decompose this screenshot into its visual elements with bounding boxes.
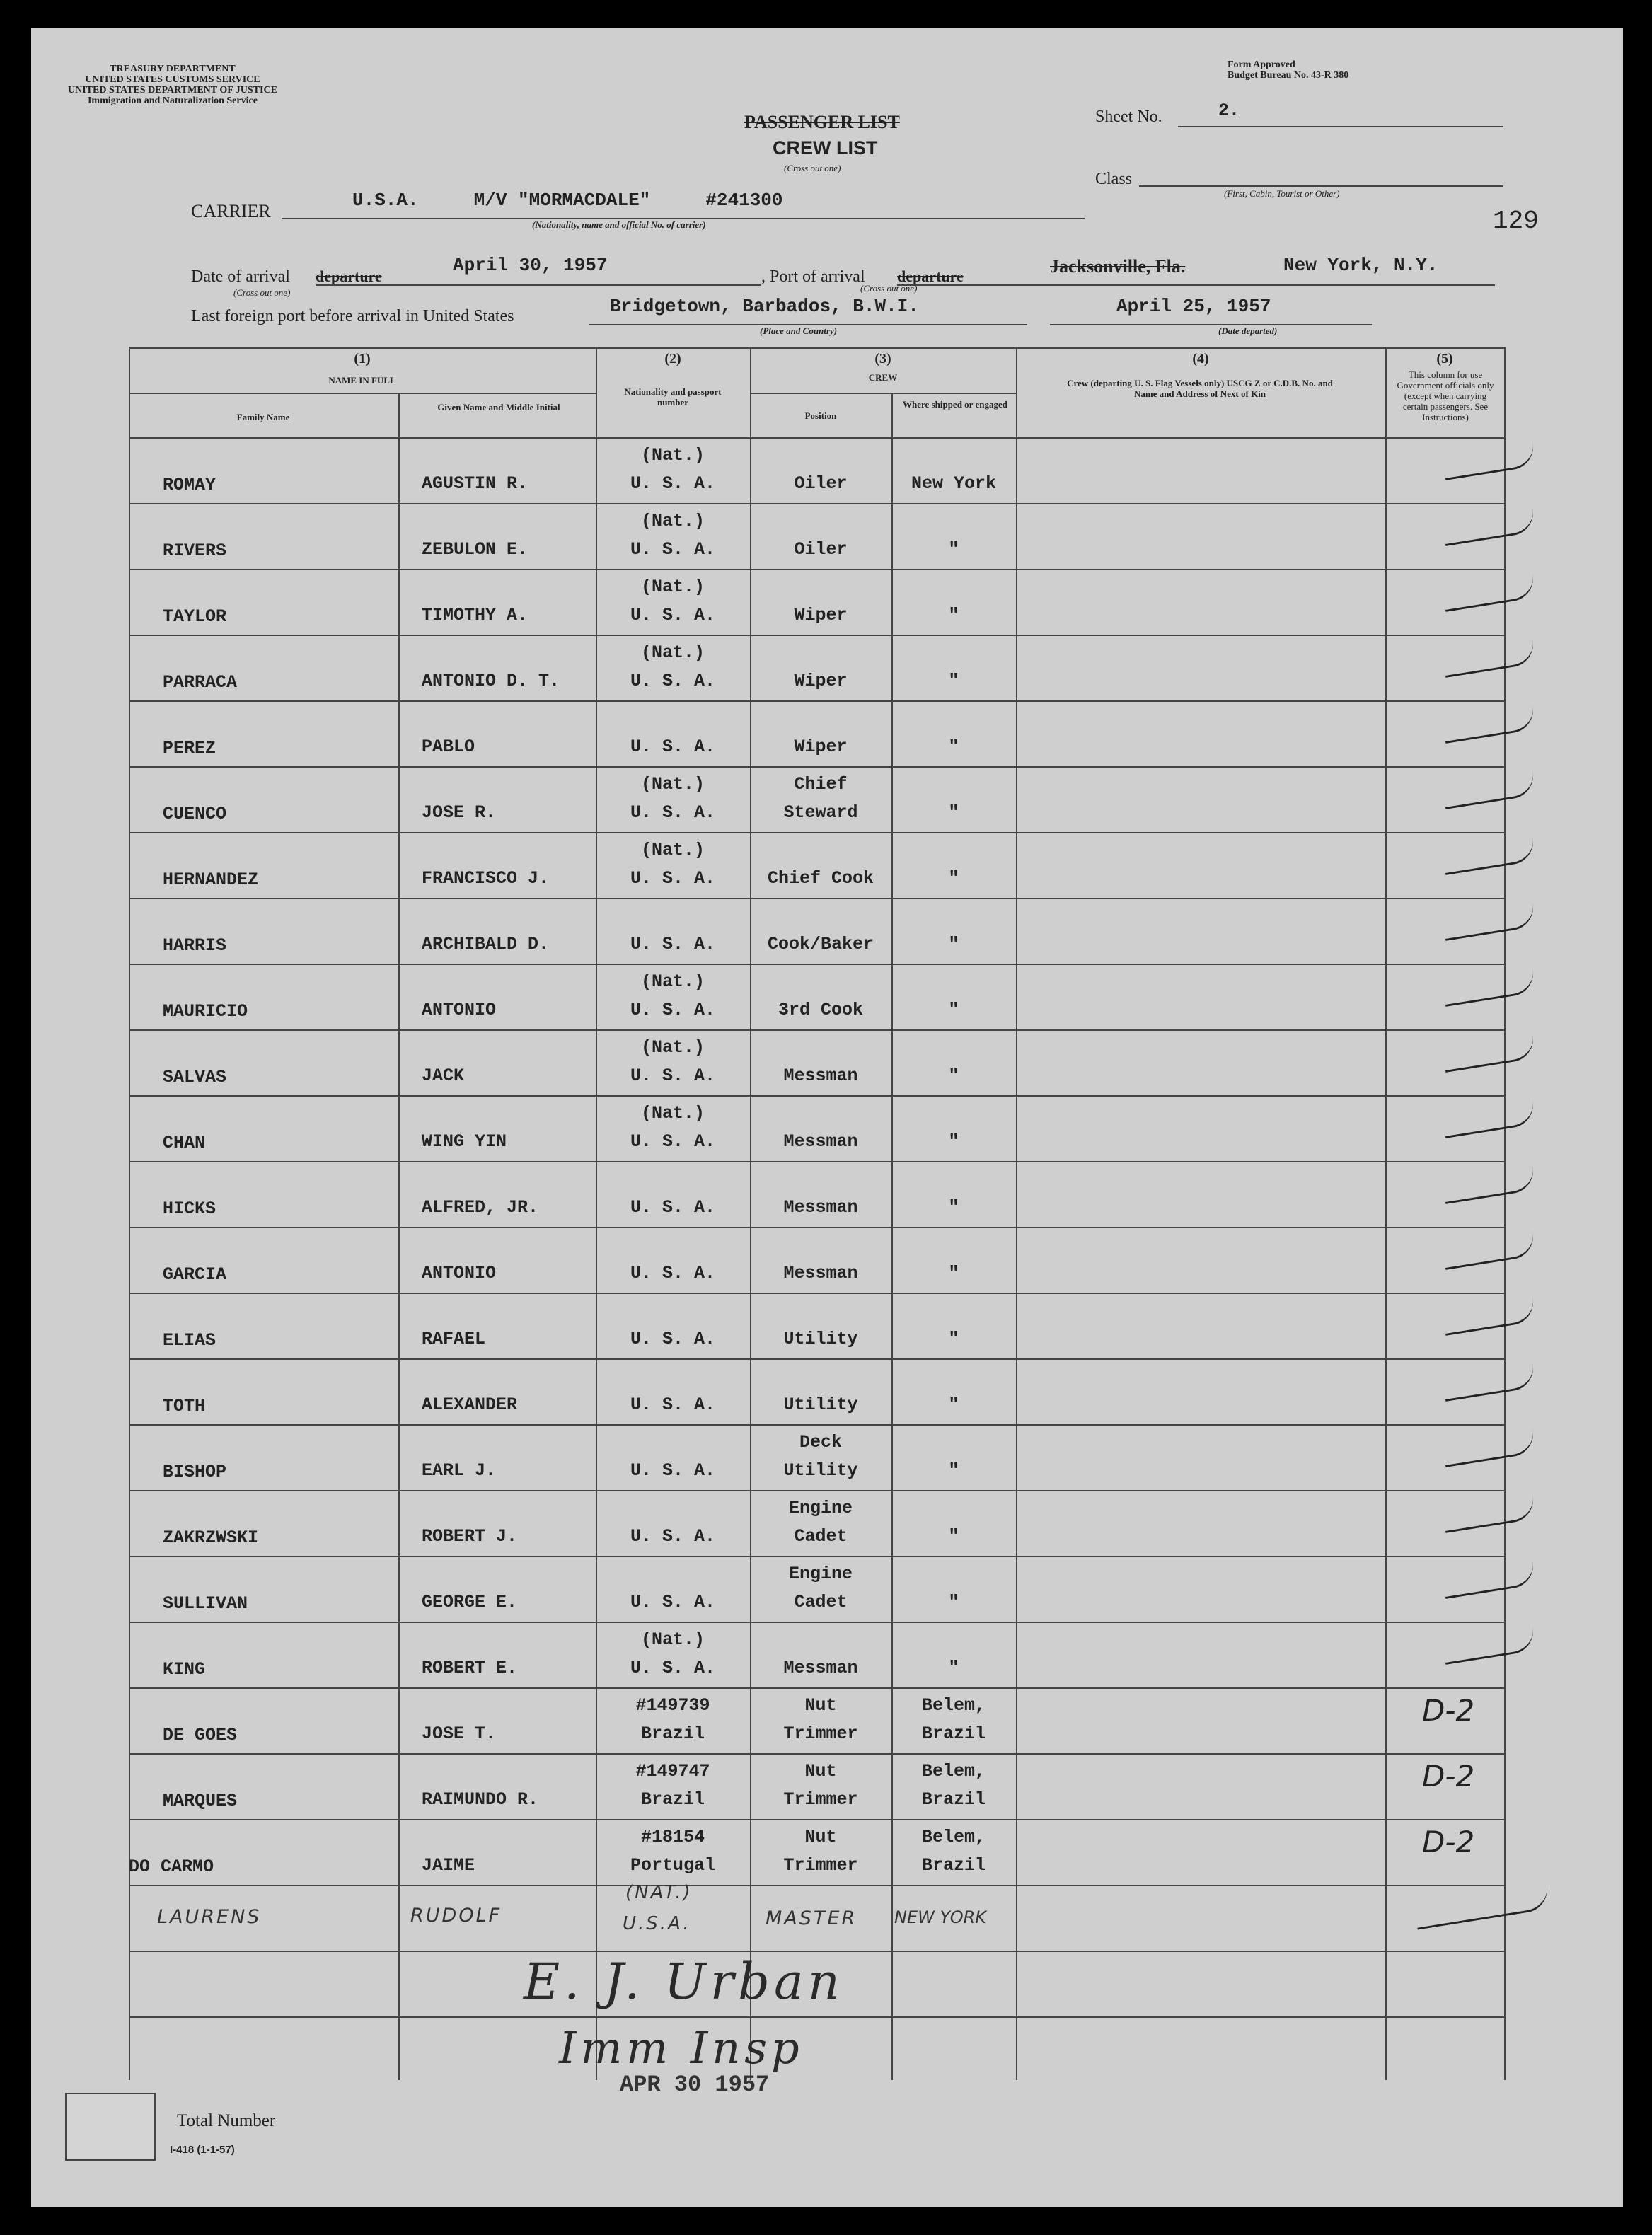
family-name-cell: ZAKRZWSKI (163, 1527, 259, 1548)
row-divider (129, 1095, 1504, 1097)
col-border-family (398, 393, 400, 2080)
row-divider (129, 700, 1504, 702)
carrier-note: (Nationality, name and official No. of carrier) (532, 219, 706, 230)
dept-line-1: TREASURY DEPARTMENT (110, 64, 236, 74)
row-divider (129, 1293, 1504, 1294)
col3-number: (3) (874, 351, 891, 366)
form-approved-line-1: Form Approved (1228, 59, 1295, 70)
row-divider (129, 1490, 1504, 1491)
title-struck: PASSENGER LIST (744, 112, 900, 132)
nationality-line-1: #149739 (635, 1695, 710, 1716)
shipped-line-2: " (948, 1394, 959, 1415)
page-title: CREW LIST (773, 137, 878, 158)
shipped-line-2: " (948, 1658, 959, 1678)
position-line-2: Cadet (794, 1526, 848, 1547)
col-border-5 (1504, 347, 1506, 2080)
last-port-value: Bridgetown, Barbados, B.W.I. (610, 296, 919, 317)
row-divider (129, 832, 1504, 833)
given-name-cell: RAIMUNDO R. (422, 1789, 539, 1810)
family-name-cell: MARQUES (163, 1791, 238, 1811)
departed-date: April 25, 1957 (1116, 296, 1271, 317)
nationality-line-2: U. S. A. (630, 1329, 716, 1349)
shipped-line-2: " (948, 1065, 959, 1086)
shipped-line-2: " (948, 1460, 959, 1481)
position-line-2: Wiper (794, 605, 848, 625)
port-line (897, 284, 1495, 286)
given-name-cell: ROBERT J. (422, 1526, 518, 1547)
family-name-cell: CHAN (163, 1133, 206, 1153)
row-divider (129, 964, 1504, 965)
position-line-2: 3rd Cook (778, 1000, 864, 1020)
position-line-1: Engine (788, 1498, 853, 1518)
row-divider (129, 2016, 1504, 2018)
row-divider (129, 1161, 1504, 1162)
nationality-line-2: U. S. A. (630, 1197, 716, 1218)
col4-title: Crew (departing U. S. Flag Vessels only) USCG Z or C.D.B. No. and Name and Address of Next of Kin (1067, 378, 1333, 399)
sheet-label: Sheet No. (1095, 108, 1162, 126)
position-line-2: Trimmer (783, 1789, 858, 1810)
nationality-line-2: U. S. A. (630, 934, 716, 954)
family-name-header: Family Name (236, 412, 290, 422)
given-name-cell: GEORGE E. (422, 1592, 518, 1612)
given-name-cell: ROBERT E. (422, 1658, 518, 1678)
family-name-cell: MAURICIO (163, 1001, 248, 1022)
position-line-1: Nut (804, 1827, 837, 1847)
col1-number: (1) (354, 351, 371, 366)
arrival-date: April 30, 1957 (453, 255, 608, 276)
sheet-number: 2. (1218, 100, 1240, 121)
nationality-line-1: (Nat.) (640, 1629, 705, 1650)
family-name-cell: TAYLOR (163, 606, 227, 627)
given-name-cell: ZEBULON E. (422, 539, 528, 560)
port-struck-word: departure (897, 267, 964, 285)
position-line-2: Steward (783, 802, 858, 823)
nationality-line-2: U. S. A. (630, 1394, 716, 1415)
given-name-cell: EARL J. (422, 1460, 497, 1481)
family-name-cell: SALVAS (163, 1067, 227, 1087)
nationality-line-2: U. S. A. (630, 539, 716, 560)
shipped-line-2: " (948, 671, 959, 691)
position-line-2: Utility (783, 1329, 858, 1349)
form-approved-line-2: Budget Bureau No. 43-R 380 (1228, 70, 1349, 81)
port-struck-place: Jacksonville, Fla. (1050, 256, 1186, 277)
given-name-cell: PABLO (422, 737, 475, 757)
nationality-line-1: (Nat.) (640, 642, 705, 663)
shipped-line-2: " (948, 868, 959, 889)
nationality-line-1: (Nat.) (640, 445, 705, 466)
sheet-line (1178, 126, 1503, 127)
position-line-2: Oiler (794, 539, 848, 560)
shipped-line-2: " (948, 802, 959, 823)
shipped-line-1: Belem, (921, 1695, 986, 1716)
nationality-line-2: U. S. A. (630, 1526, 716, 1547)
position-line-2: Chief Cook (767, 868, 874, 889)
row-divider (129, 635, 1504, 636)
col1-title: NAME IN FULL (328, 375, 396, 386)
nationality-line-2: U. S. A. (630, 1131, 716, 1152)
carrier-label: CARRIER (191, 201, 271, 221)
shipped-line-2: Brazil (921, 1789, 986, 1810)
given-name-cell: JOSE T. (422, 1723, 497, 1744)
given-name-cell: JACK (422, 1065, 465, 1086)
position-line-2: Wiper (794, 737, 848, 757)
official-mark: D-2 (1422, 1825, 1475, 1859)
nationality-line-2: U. S. A. (630, 802, 716, 823)
nationality-line-1: (Nat.) (640, 971, 705, 992)
given-name-cell: WING YIN (422, 1131, 507, 1152)
master-position: MASTER (766, 1907, 857, 1929)
position-line-2: Messman (783, 1658, 858, 1678)
position-line-2: Messman (783, 1263, 858, 1283)
nationality-line-1: (Nat.) (640, 840, 705, 860)
position-line-2: Cadet (794, 1592, 848, 1612)
arrival-label: Date of arrival (191, 267, 290, 286)
name-subheader-line (129, 393, 596, 394)
port-value: New York, N.Y. (1283, 255, 1438, 276)
family-name-cell: ROMAY (163, 475, 216, 495)
row-divider (129, 766, 1504, 768)
position-line-2: Messman (783, 1131, 858, 1152)
class-line (1139, 185, 1503, 187)
col5-title: This column for use Government officials only (except when carrying certain passengers. See Instructions) (1397, 369, 1494, 422)
position-line-1: Nut (804, 1695, 837, 1716)
row-divider (129, 569, 1504, 570)
arrival-cross-out: (Cross out one) (233, 287, 291, 298)
row-divider (129, 1753, 1504, 1755)
dept-line-3: UNITED STATES DEPARTMENT OF JUSTICE (68, 85, 277, 96)
place-note: (Place and Country) (760, 325, 838, 336)
position-line-2: Messman (783, 1197, 858, 1218)
col2-number: (2) (664, 351, 681, 366)
given-name-cell: FRANCISCO J. (422, 868, 550, 889)
given-name-cell: ALEXANDER (422, 1394, 518, 1415)
position-line-2: Wiper (794, 671, 848, 691)
nationality-line-2: U. S. A. (630, 868, 716, 889)
position-line-2: Utility (783, 1460, 858, 1481)
carrier-value: U.S.A. M/V "MORMACDALE" #241300 (352, 190, 783, 211)
row-divider (129, 503, 1504, 504)
position-line-2: Messman (783, 1065, 858, 1086)
row-divider (129, 1029, 1504, 1031)
position-line-1: Deck (799, 1432, 842, 1453)
nationality-line-2: Brazil (640, 1723, 705, 1744)
row-divider (129, 1885, 1504, 1886)
family-name-cell: ELIAS (163, 1330, 216, 1351)
dept-line-2: UNITED STATES CUSTOMS SERVICE (85, 74, 260, 85)
last-port-label: Last foreign port before arrival in United States (191, 307, 514, 325)
shipped-line-2: " (948, 1592, 959, 1612)
family-name-cell: DE GOES (163, 1725, 238, 1745)
row-divider (129, 1556, 1504, 1557)
departed-line (1050, 324, 1372, 325)
nationality-line-2: U. S. A. (630, 671, 716, 691)
shipped-line-2: " (948, 1197, 959, 1218)
shipped-line-2: New York (911, 473, 997, 494)
row-divider (129, 1227, 1504, 1228)
shipped-line-2: " (948, 737, 959, 757)
row-divider (129, 1424, 1504, 1426)
position-line-1: Engine (788, 1564, 853, 1584)
official-mark: D-2 (1422, 1693, 1475, 1728)
shipped-header: Where shipped or engaged (903, 399, 1007, 410)
shipped-line-1: Belem, (921, 1827, 986, 1847)
departed-note: (Date departed) (1218, 325, 1278, 336)
master-nat-1: (NAT.) (625, 1882, 693, 1903)
given-name-cell: ANTONIO (422, 1000, 497, 1020)
col5-number: (5) (1436, 351, 1453, 366)
position-line-2: Utility (783, 1394, 858, 1415)
port-label: , Port of arrival (761, 267, 865, 286)
shipped-line-1: Belem, (921, 1761, 986, 1781)
row-divider (129, 1951, 1504, 1952)
form-number: I-418 (1-1-57) (170, 2144, 235, 2156)
nationality-line-2: U. S. A. (630, 1263, 716, 1283)
family-name-cell: TOTH (163, 1396, 206, 1416)
family-name-cell: CUENCO (163, 804, 227, 824)
family-name-cell: PEREZ (163, 738, 216, 758)
position-line-2: Trimmer (783, 1723, 858, 1744)
table-top-border (129, 347, 1504, 349)
family-name-cell: HARRIS (163, 935, 227, 956)
master-nat-2: U.S.A. (623, 1913, 691, 1934)
row-divider (129, 1622, 1504, 1623)
given-name-cell: JOSE R. (422, 802, 497, 823)
family-name-cell: KING (163, 1659, 206, 1680)
nationality-line-2: U. S. A. (630, 605, 716, 625)
nationality-line-2: Brazil (640, 1789, 705, 1810)
given-name-cell: RAFAEL (422, 1329, 486, 1349)
shipped-line-2: " (948, 605, 959, 625)
family-name-cell: PARRACA (163, 672, 238, 693)
master-given-name: RUDOLF (410, 1905, 502, 1927)
arrival-line (316, 284, 761, 286)
family-name-cell: DO CARMO (129, 1856, 214, 1877)
col2-title: Nationality and passport number (624, 386, 722, 408)
crew-subheader-line (750, 393, 1016, 394)
family-name-cell: SULLIVAN (163, 1593, 248, 1614)
nationality-line-2: U. S. A. (630, 1000, 716, 1020)
nationality-line-1: #149747 (635, 1761, 710, 1781)
family-name-cell: HICKS (163, 1199, 216, 1219)
position-header: Position (804, 410, 837, 421)
date-stamp: APR 30 1957 (620, 2072, 770, 2098)
family-name-cell: RIVERS (163, 541, 227, 561)
position-line-1: Nut (804, 1761, 837, 1781)
given-name-cell: JAIME (422, 1855, 475, 1876)
nationality-line-1: (Nat.) (640, 774, 705, 795)
class-note: (First, Cabin, Tourist or Other) (1224, 188, 1340, 199)
position-line-2: Trimmer (783, 1855, 858, 1876)
shipped-line-2: " (948, 1000, 959, 1020)
nationality-line-2: Portugal (630, 1855, 716, 1876)
nationality-line-2: U. S. A. (630, 473, 716, 494)
master-shipped: NEW YORK (894, 1907, 987, 1927)
nationality-line-1: (Nat.) (640, 1103, 705, 1124)
given-name-cell: TIMOTHY A. (422, 605, 528, 625)
position-line-1: Chief (794, 774, 848, 795)
class-label: Class (1095, 170, 1133, 188)
master-family-name: LAURENS (157, 1906, 262, 1928)
inspector-title: Imm Insp (559, 2022, 804, 2074)
family-name-cell: GARCIA (163, 1264, 227, 1285)
nationality-line-2: U. S. A. (630, 1658, 716, 1678)
shipped-line-2: Brazil (921, 1723, 986, 1744)
nationality-line-2: U. S. A. (630, 1460, 716, 1481)
total-number-label: Total Number (177, 2111, 276, 2130)
official-mark: D-2 (1422, 1759, 1475, 1794)
port-cross-out: (Cross out one) (860, 283, 918, 294)
department-header (68, 64, 277, 106)
nationality-line-2: U. S. A. (630, 1065, 716, 1086)
row-divider (129, 1358, 1504, 1360)
col4-number: (4) (1192, 351, 1209, 366)
given-name-header: Given Name and Middle Initial (437, 402, 560, 412)
row-divider (129, 1819, 1504, 1820)
form-approved (1228, 59, 1348, 81)
shipped-line-2: " (948, 1526, 959, 1547)
nationality-line-2: U. S. A. (630, 1592, 716, 1612)
nationality-line-1: (Nat.) (640, 1037, 705, 1058)
shipped-line-2: " (948, 1131, 959, 1152)
position-line-2: Cook/Baker (767, 934, 874, 954)
given-name-cell: ARCHIBALD D. (422, 934, 550, 954)
shipped-line-2: " (948, 934, 959, 954)
page-number: 129 (1493, 207, 1539, 236)
family-name-cell: HERNANDEZ (163, 870, 259, 890)
shipped-line-2: Brazil (921, 1855, 986, 1876)
family-name-cell: BISHOP (163, 1462, 227, 1482)
nationality-line-1: (Nat.) (640, 511, 705, 531)
nationality-line-1: (Nat.) (640, 577, 705, 597)
col3-title: CREW (868, 372, 898, 383)
given-name-cell: ANTONIO (422, 1263, 497, 1283)
title-cross-out: (Cross out one) (784, 163, 841, 173)
shipped-line-2: " (948, 1329, 959, 1349)
nationality-line-1: #18154 (640, 1827, 705, 1847)
given-name-cell: ANTONIO D. T. (422, 671, 560, 691)
row-divider (129, 1687, 1504, 1689)
total-number-box (65, 2093, 156, 2161)
position-line-2: Oiler (794, 473, 848, 494)
dept-line-4: Immigration and Naturalization Service (87, 96, 258, 106)
inspector-signature: E. J. Urban (524, 1953, 844, 2011)
nationality-line-2: U. S. A. (630, 737, 716, 757)
shipped-line-2: " (948, 539, 959, 560)
shipped-line-2: " (948, 1263, 959, 1283)
header-bottom-line (129, 437, 1504, 439)
row-divider (129, 898, 1504, 899)
given-name-cell: ALFRED, JR. (422, 1197, 539, 1218)
given-name-cell: AGUSTIN R. (422, 473, 528, 494)
arrival-struck: departure (316, 267, 382, 285)
